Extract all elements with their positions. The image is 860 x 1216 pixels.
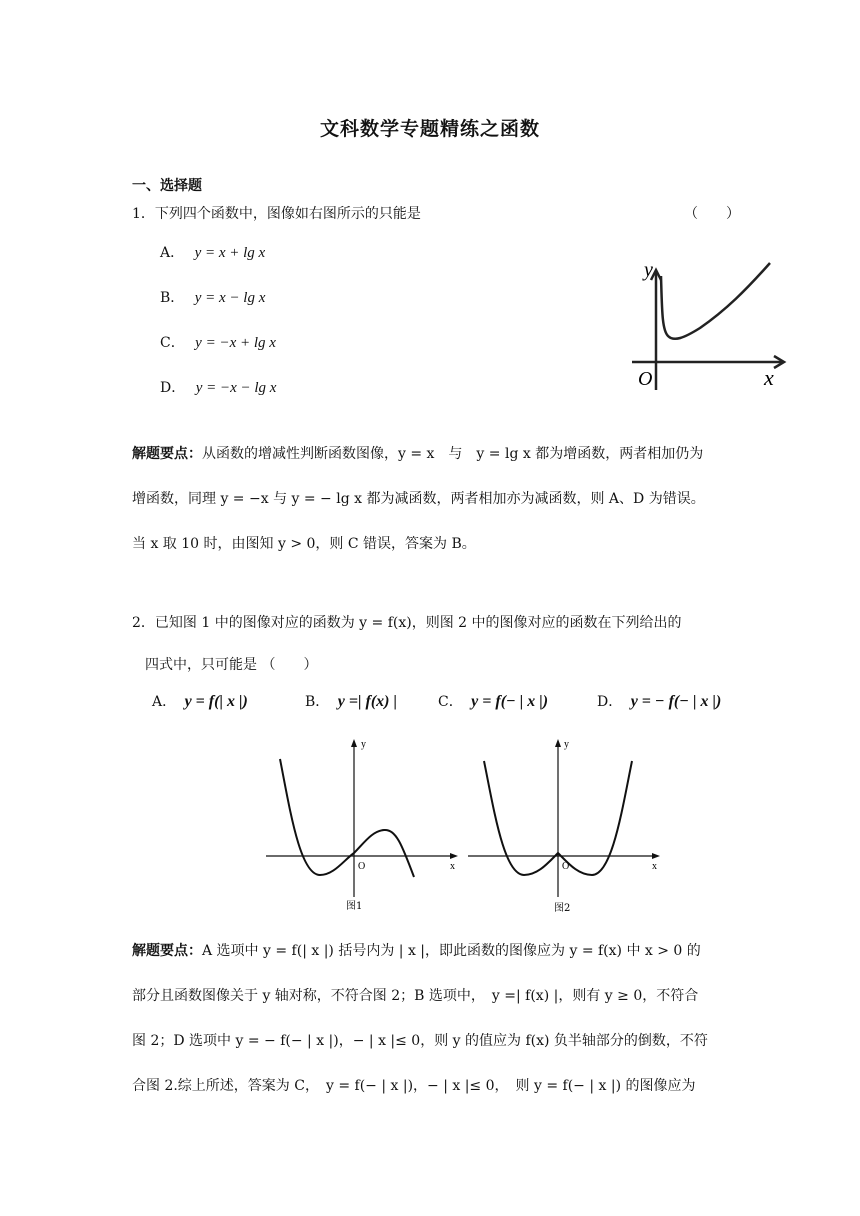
x-axis-label: x [450,861,455,872]
option-expression: y = x − lg x [194,290,266,306]
q2-stem-line-1: 2．已知图 1 中的图像对应的函数为 y = f(x)，则图 2 中的图像对应的函数在下列给出的 [132,615,682,631]
origin-label: O [562,861,570,872]
q2-solution-line-2: 部分且函数图像关于 y 轴对称，不符合图 2；B 选项中， y =| f(x) |，则有 y ≥ 0，不符合 [132,988,699,1004]
q1-solution-line-1 [132,443,703,463]
figure-1-graph [262,735,468,917]
option-expression: y =| f(x) | [337,693,397,710]
q1-solution-line-2: 增函数，同理 y = −x 与 y = − lg x 都为减函数，两者相加亦为减函数，则 A、D 为错误。 [132,491,705,507]
option-expression: y = −x − lg x [195,380,277,396]
y-axis-arrow [351,739,357,747]
q2-stem-line-2: 四式中，只可能是 （ ） [145,657,318,673]
option-expression: y = x + lg x [194,245,266,261]
x-axis-label: x [764,365,774,390]
option-label: B． [160,290,185,306]
option-label: A． [152,694,177,710]
option-label: B． [305,694,330,710]
option-label: D． [597,694,623,710]
page-title: 文科数学专题精练之函数 [319,118,540,140]
option-label: D． [160,380,186,396]
origin-label: O [358,861,366,872]
x-axis-arrow [652,853,660,859]
option-expression: y = −x + lg x [195,335,276,351]
solution-key: 解题要点： [132,446,202,462]
q2-option-c [438,691,548,711]
q2-solution-line-1 [132,940,701,960]
q2-solution-line-3: 图 2；D 选项中 y = − f(− | x |)，− | x |≤ 0，则 y 的值应为 f(x) 负半轴部分的倒数，不符 [132,1033,708,1049]
q1-option-a [160,242,265,262]
q1-option-b [160,287,265,307]
x-axis-arrow [450,853,458,859]
q1-stem: 1．下列四个函数中，图像如右图所示的只能是 [132,206,421,222]
option-label: C． [438,694,463,710]
y-axis-label: y [564,739,569,750]
option-expression: y = f(| x |) [184,693,248,710]
option-expression: y = f(− | x |) [471,693,549,710]
y-axis-arrow [555,739,561,747]
q2-solution-line-4: 合图 2.综上所述，答案为 C， y = f(− | x |)，− | x |≤ 0， 则 y = f(− | x |) 的图像应为 [132,1078,696,1094]
function-curve [661,263,770,339]
figure-2-caption: 图2 [554,903,571,914]
origin-label: O [638,368,653,390]
q2-option-a [152,691,248,711]
option-label: A． [160,245,185,261]
q1-function-graph [626,250,816,400]
solution-text: 从函数的增减性判断函数图像，y = x 与 y = lg x 都为增函数，两者相加仍为 [202,446,704,462]
q2-option-d [597,691,721,711]
solution-text: A 选项中 y = f(| x |) 括号内为 | x |，即此函数的图像应为 y = f(x) 中 x > 0 的 [202,943,701,959]
q1-solution-line-3: 当 x 取 10 时，由图知 y > 0，则 C 错误，答案为 B。 [132,536,476,552]
q2-option-b [305,691,397,711]
option-label: C． [160,335,185,351]
figure-1-caption: 图1 [346,901,363,912]
q1-option-c [160,332,276,352]
y-axis-label: y [361,739,366,750]
figure-1-curve [280,759,414,877]
option-expression: y = − f(− | x |) [630,693,722,710]
x-axis-label: x [652,861,657,872]
solution-key: 解题要点： [132,943,202,959]
section-heading: 一、选择题 [132,178,202,194]
y-axis-label: y [644,259,653,281]
figure-2-graph [464,735,670,917]
q1-answer-bracket: （ ） [684,206,740,222]
q1-option-d [160,377,276,397]
